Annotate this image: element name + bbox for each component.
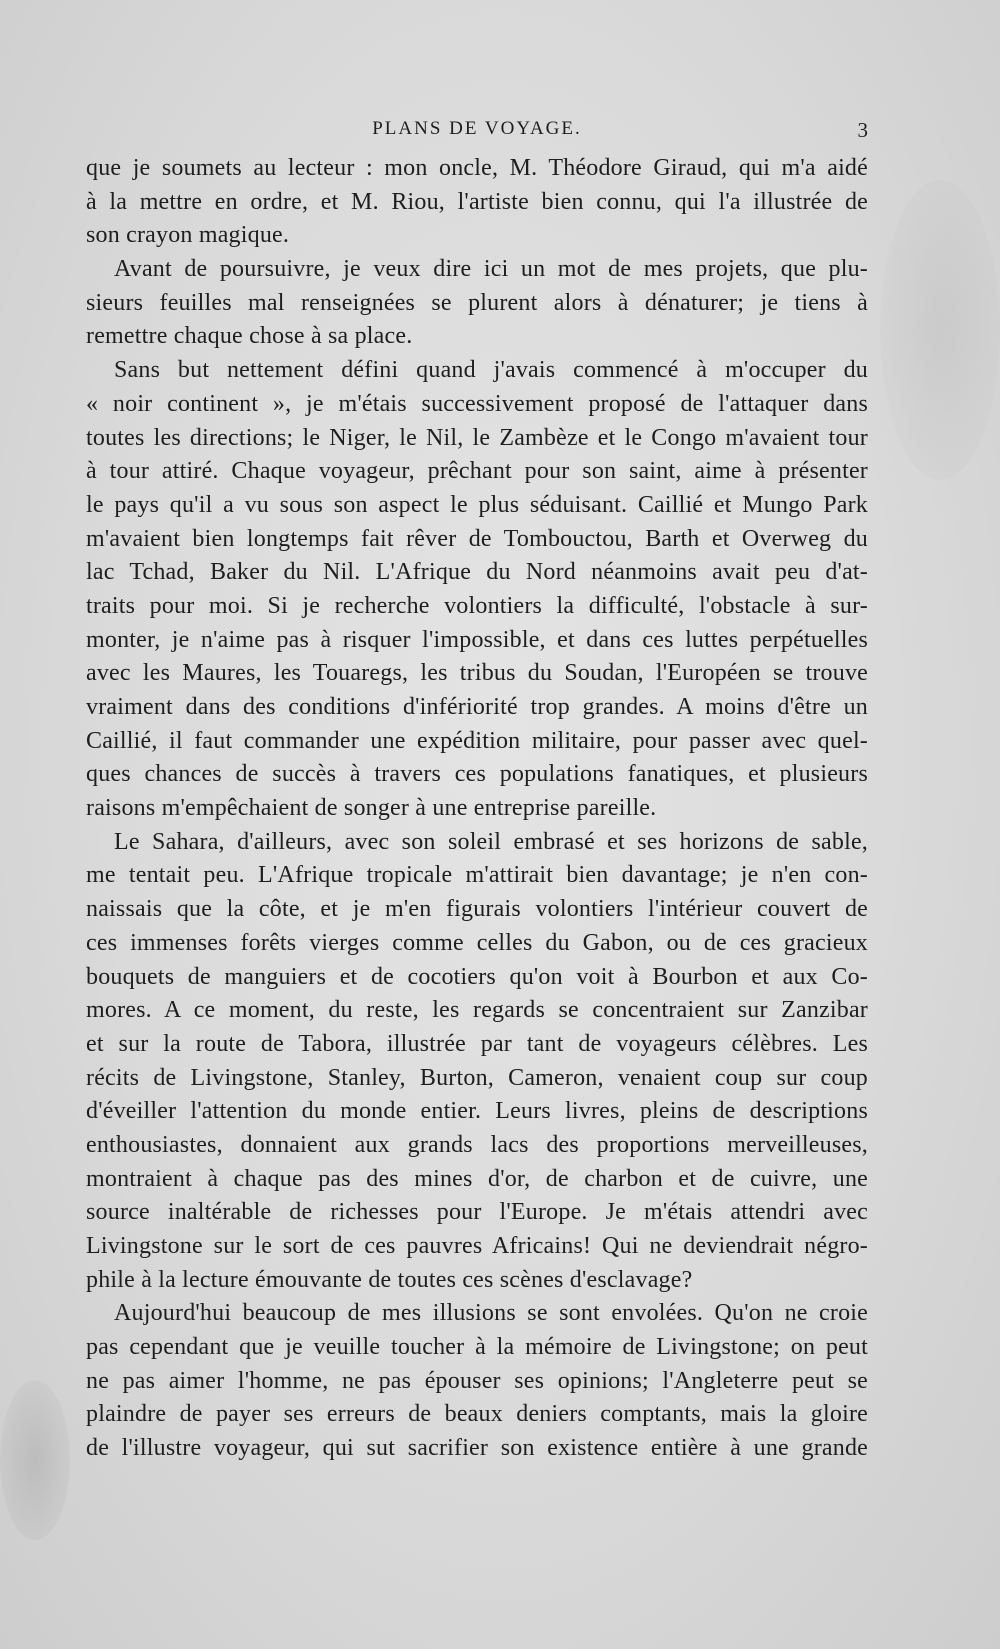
text-line: me tentait peu. L'Afrique tropicale m'attirait bien davantage; je n'en con-: [86, 862, 868, 889]
text-line: et sur la route de Tabora, illustrée par tant de voyageurs célèbres. Les: [86, 1030, 868, 1057]
page-number: 3: [857, 118, 868, 142]
text-line: que je soumets au lecteur : mon oncle, M. Théodore Giraud, qui m'a aidé: [86, 155, 868, 181]
body-text: [86, 152, 868, 1466]
text-line: traits pour moi. Si je recherche volontiers la difficulté, l'obstacle à sur-: [86, 592, 868, 619]
text-line: à tour attiré. Chaque voyageur, prêchant pour son saint, aime à présenter: [86, 458, 868, 485]
text-line: sieurs feuilles mal renseignées se plurent alors à dénaturer; je tiens à: [86, 289, 868, 316]
text-line: Aujourd'hui beaucoup de mes illusions se sont envolées. Qu'on ne croie: [114, 1300, 868, 1327]
paper-stain: [880, 180, 1000, 480]
text-line: de l'illustre voyageur, qui sut sacrifier son existence entière à une grande: [86, 1435, 868, 1462]
text-line: Sans but nettement défini quand j'avais commencé à m'occuper du: [114, 357, 868, 384]
text-line: ces immenses forêts vierges comme celles du Gabon, ou de ces gracieux: [86, 929, 868, 956]
text-line: source inaltérable de richesses pour l'Europe. Je m'étais attendri avec: [86, 1199, 868, 1226]
text-line: Le Sahara, d'ailleurs, avec son soleil embrasé et ses horizons de sable,: [114, 828, 868, 855]
text-line: bouquets de manguiers et de cocotiers qu'on voit à Bourbon et aux Co-: [86, 963, 868, 990]
text-line: le pays qu'il a vu sous son aspect le plus séduisant. Caillié et Mungo Park: [86, 491, 868, 518]
page-header: [86, 118, 868, 148]
text-line: toutes les directions; le Niger, le Nil, le Zambèze et le Congo m'avaient tour: [86, 424, 868, 451]
text-line: Livingstone sur le sort de ces pauvres Africains! Qui ne deviendrait négro-: [86, 1233, 868, 1259]
text-line: son crayon magique.: [86, 222, 290, 249]
text-line: remettre chaque chose à sa place.: [86, 323, 413, 350]
text-line: raisons m'empêchaient de songer à une entreprise pareille.: [86, 795, 657, 822]
text-line: m'avaient bien longtemps fait rêver de Tombouctou, Barth et Overweg du: [86, 525, 868, 552]
text-line: phile à la lecture émouvante de toutes ces scènes d'esclavage?: [86, 1266, 693, 1293]
text-line: pas cependant que je veuille toucher à la mémoire de Livingstone; on peut: [86, 1334, 868, 1361]
text-line: ne pas aimer l'homme, ne pas épouser ses opinions; l'Angleterre peut se: [86, 1367, 868, 1394]
text-line: vraiment dans des conditions d'infériorité trop grandes. A moins d'être un: [86, 694, 868, 720]
text-line: « noir continent », je m'étais successivement proposé de l'attaquer dans: [86, 390, 868, 417]
text-line: récits de Livingstone, Stanley, Burton, Cameron, venaient coup sur coup: [86, 1064, 868, 1091]
text-line: avec les Maures, les Touaregs, les tribus du Soudan, l'Européen se trouve: [86, 660, 868, 687]
running-head: PLANS DE VOYAGE.: [372, 118, 582, 139]
text-line: Caillié, il faut commander une expédition militaire, pour passer avec quel-: [86, 727, 868, 754]
text-line: ques chances de succès à travers ces populations fanatiques, et plusieurs: [86, 761, 868, 788]
text-line: enthousiastes, donnaient aux grands lacs des proportions merveilleuses,: [86, 1131, 868, 1158]
text-line: monter, je n'aime pas à risquer l'impossible, et dans ces luttes perpétuelles: [86, 626, 868, 653]
paper-stain: [0, 1380, 70, 1540]
text-line: montraient à chaque pas des mines d'or, de charbon et de cuivre, une: [86, 1165, 868, 1192]
text-line: lac Tchad, Baker du Nil. L'Afrique du Nord néanmoins avait peu d'at-: [86, 559, 868, 586]
text-line: d'éveiller l'attention du monde entier. Leurs livres, pleins de descriptions: [86, 1098, 868, 1125]
text-line: naissais que la côte, et je m'en figurais volontiers l'intérieur couvert de: [86, 896, 868, 923]
text-line: mores. A ce moment, du reste, les regards se concentraient sur Zanzibar: [86, 997, 868, 1024]
text-line: plaindre de payer ses erreurs de beaux deniers comptants, mais la gloire: [86, 1401, 868, 1428]
text-line: à la mettre en ordre, et M. Riou, l'artiste bien connu, qui l'a illustrée de: [86, 188, 868, 215]
text-line: Avant de poursuivre, je veux dire ici un mot de mes projets, que plu-: [114, 256, 868, 283]
